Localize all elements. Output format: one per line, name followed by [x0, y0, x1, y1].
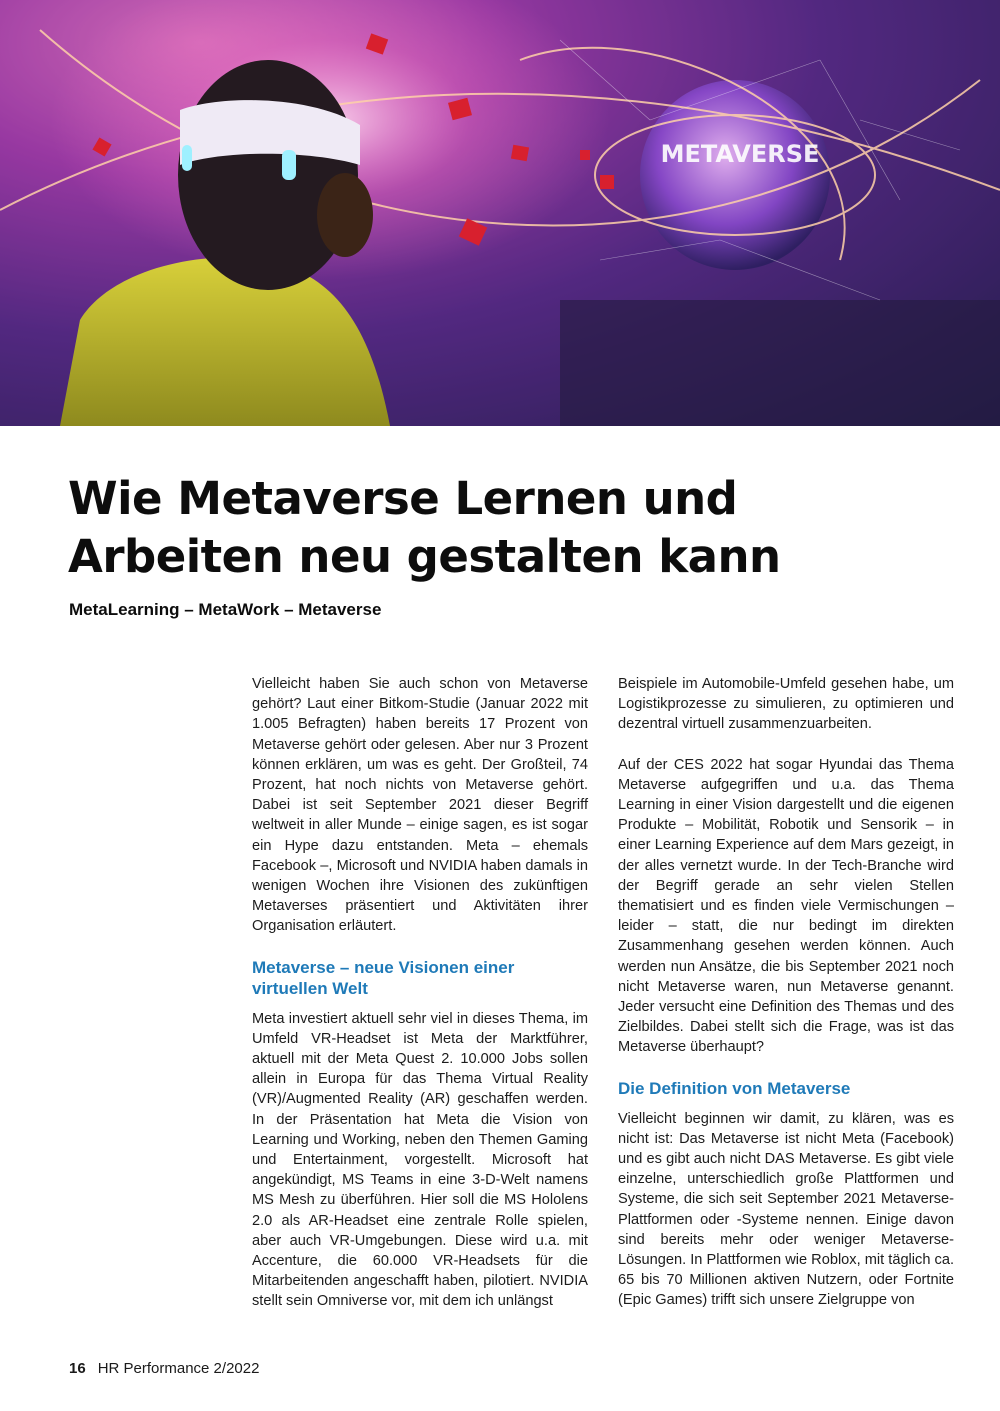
page-number: 16 — [69, 1360, 86, 1377]
section-heading-definition: Die Definition von Metaverse — [618, 1078, 851, 1098]
paragraph: Meta investiert aktuell sehr viel in dieses Thema, im Umfeld VR-Headset ist Meta der Marktführer, aktuell mit der Meta Quest 2. 10.000 Jobs sollen allein in Europa für das Thema Virtual Reality (VR)/Augmented Reality (AR) geschaffen werden. In der Präsentation hat Meta die Vision von Learning und Working, neben den Themen Gaming und Entertainment, vorgestellt. Microsoft hat angekündigt, MS Teams in eine 3-D-Welt namens MS Mesh zu überführen. Hier soll die MS Hololens 2.0 als AR-Headset eine zentrale Rolle spielen, aber auch VR-Umgebungen. Diese wird u.a. mit Accenture, die 60.000 VR-Headsets für die Mitarbeitenden angeschafft haben, pilotiert. NVIDIA stellt sein Omniverse vor, mit dem ich unlängst — [252, 1010, 588, 1310]
hero-image — [0, 0, 1000, 426]
article-headline: Wie Metaverse Lernen und Arbeiten neu gestalten kann — [68, 472, 781, 583]
hero-metaverse-label: METAVERSE — [660, 140, 820, 168]
paragraph: Vielleicht haben Sie auch schon von Metaverse gehört? Laut einer Bitkom-Studie (Januar 2022 mit 1.005 Befragten) haben bereits 17 Prozent von Metaverse gehört oder gelesen. Aber nur 3 Prozent können erklären, um was es geht. Der Großteil, 74 Prozent, hat noch nichts von Metaverse gehört. Dabei ist seit September 2021 dieser Begriff weltweit in aller Munde – einige sagen, es ist sogar ein Hype dazu entstanden. Meta – ehemals Facebook –, Microsoft und NVIDIA haben damals in wenigen Wochen ihre Visionen des zukünftigen Metaverses präsentiert und Aktivitäten ihrer Organisation erläutert. — [252, 676, 588, 935]
article-kicker: MetaLearning – MetaWork – Metaverse — [69, 600, 382, 619]
globe-graphic — [640, 80, 830, 270]
publication-name: HR Performance 2/2022 — [97, 1360, 260, 1377]
page-footer — [69, 1360, 259, 1377]
paragraph: Vielleicht beginnen wir damit, zu klären, was es nicht ist: Das Metaverse ist nicht Meta (Facebook) und es gibt auch nicht DAS Metaverse. Es gibt viele einzelne, unterschiedlich große Plattformen und Systeme, die sich seit September 2021 Metaverse-Plattformen oder -Systeme nennen. Einige davon sind bereits mehr oder weniger Metaverse-Lösungen. In Plattformen wie Roblox, mit täglich ca. 65 bis 70 Millionen aktiven Nutzern, oder Fortnite (Epic Games) trifft sich unsere Zielgruppe von — [618, 1110, 954, 1309]
column-right — [618, 674, 954, 1331]
column-left — [252, 674, 588, 1332]
paragraph: Auf der CES 2022 hat sogar Hyundai das Thema Metaverse aufgegriffen und u.a. das Thema Learning in einer Vision dargestellt und die eigenen Produkte – Mobilität, Robotik und Sensorik – in einer Learning Experience auf dem Mars gezeigt, in der alles vernetzt wurde. In der Tech-Branche wird der Begriff gerade an sehr vielen Stellen thematisiert und es finden viele Vermischungen – leider – statt, die nur bedingt im direkten Zusammenhang gesehen werden können. Auch werden nun Ansätze, die bis September 2021 noch nicht Metaverse waren, nun Metaverse genannt. Jeder versucht eine Definition des Themas und des Zielbildes. Dabei stellt sich die Frage, was ist das Metaverse überhaupt? — [618, 756, 954, 1056]
hero-illustration — [0, 0, 1000, 426]
section-heading-visions: Metaverse – neue Visionen einer virtuellen Welt — [252, 957, 515, 998]
paragraph: Beispiele im Automobile-Umfeld gesehen habe, um Logistikprozesse zu simulieren, zu optimieren und dezentral virtuell zusammenzuarbeiten. — [618, 676, 954, 733]
